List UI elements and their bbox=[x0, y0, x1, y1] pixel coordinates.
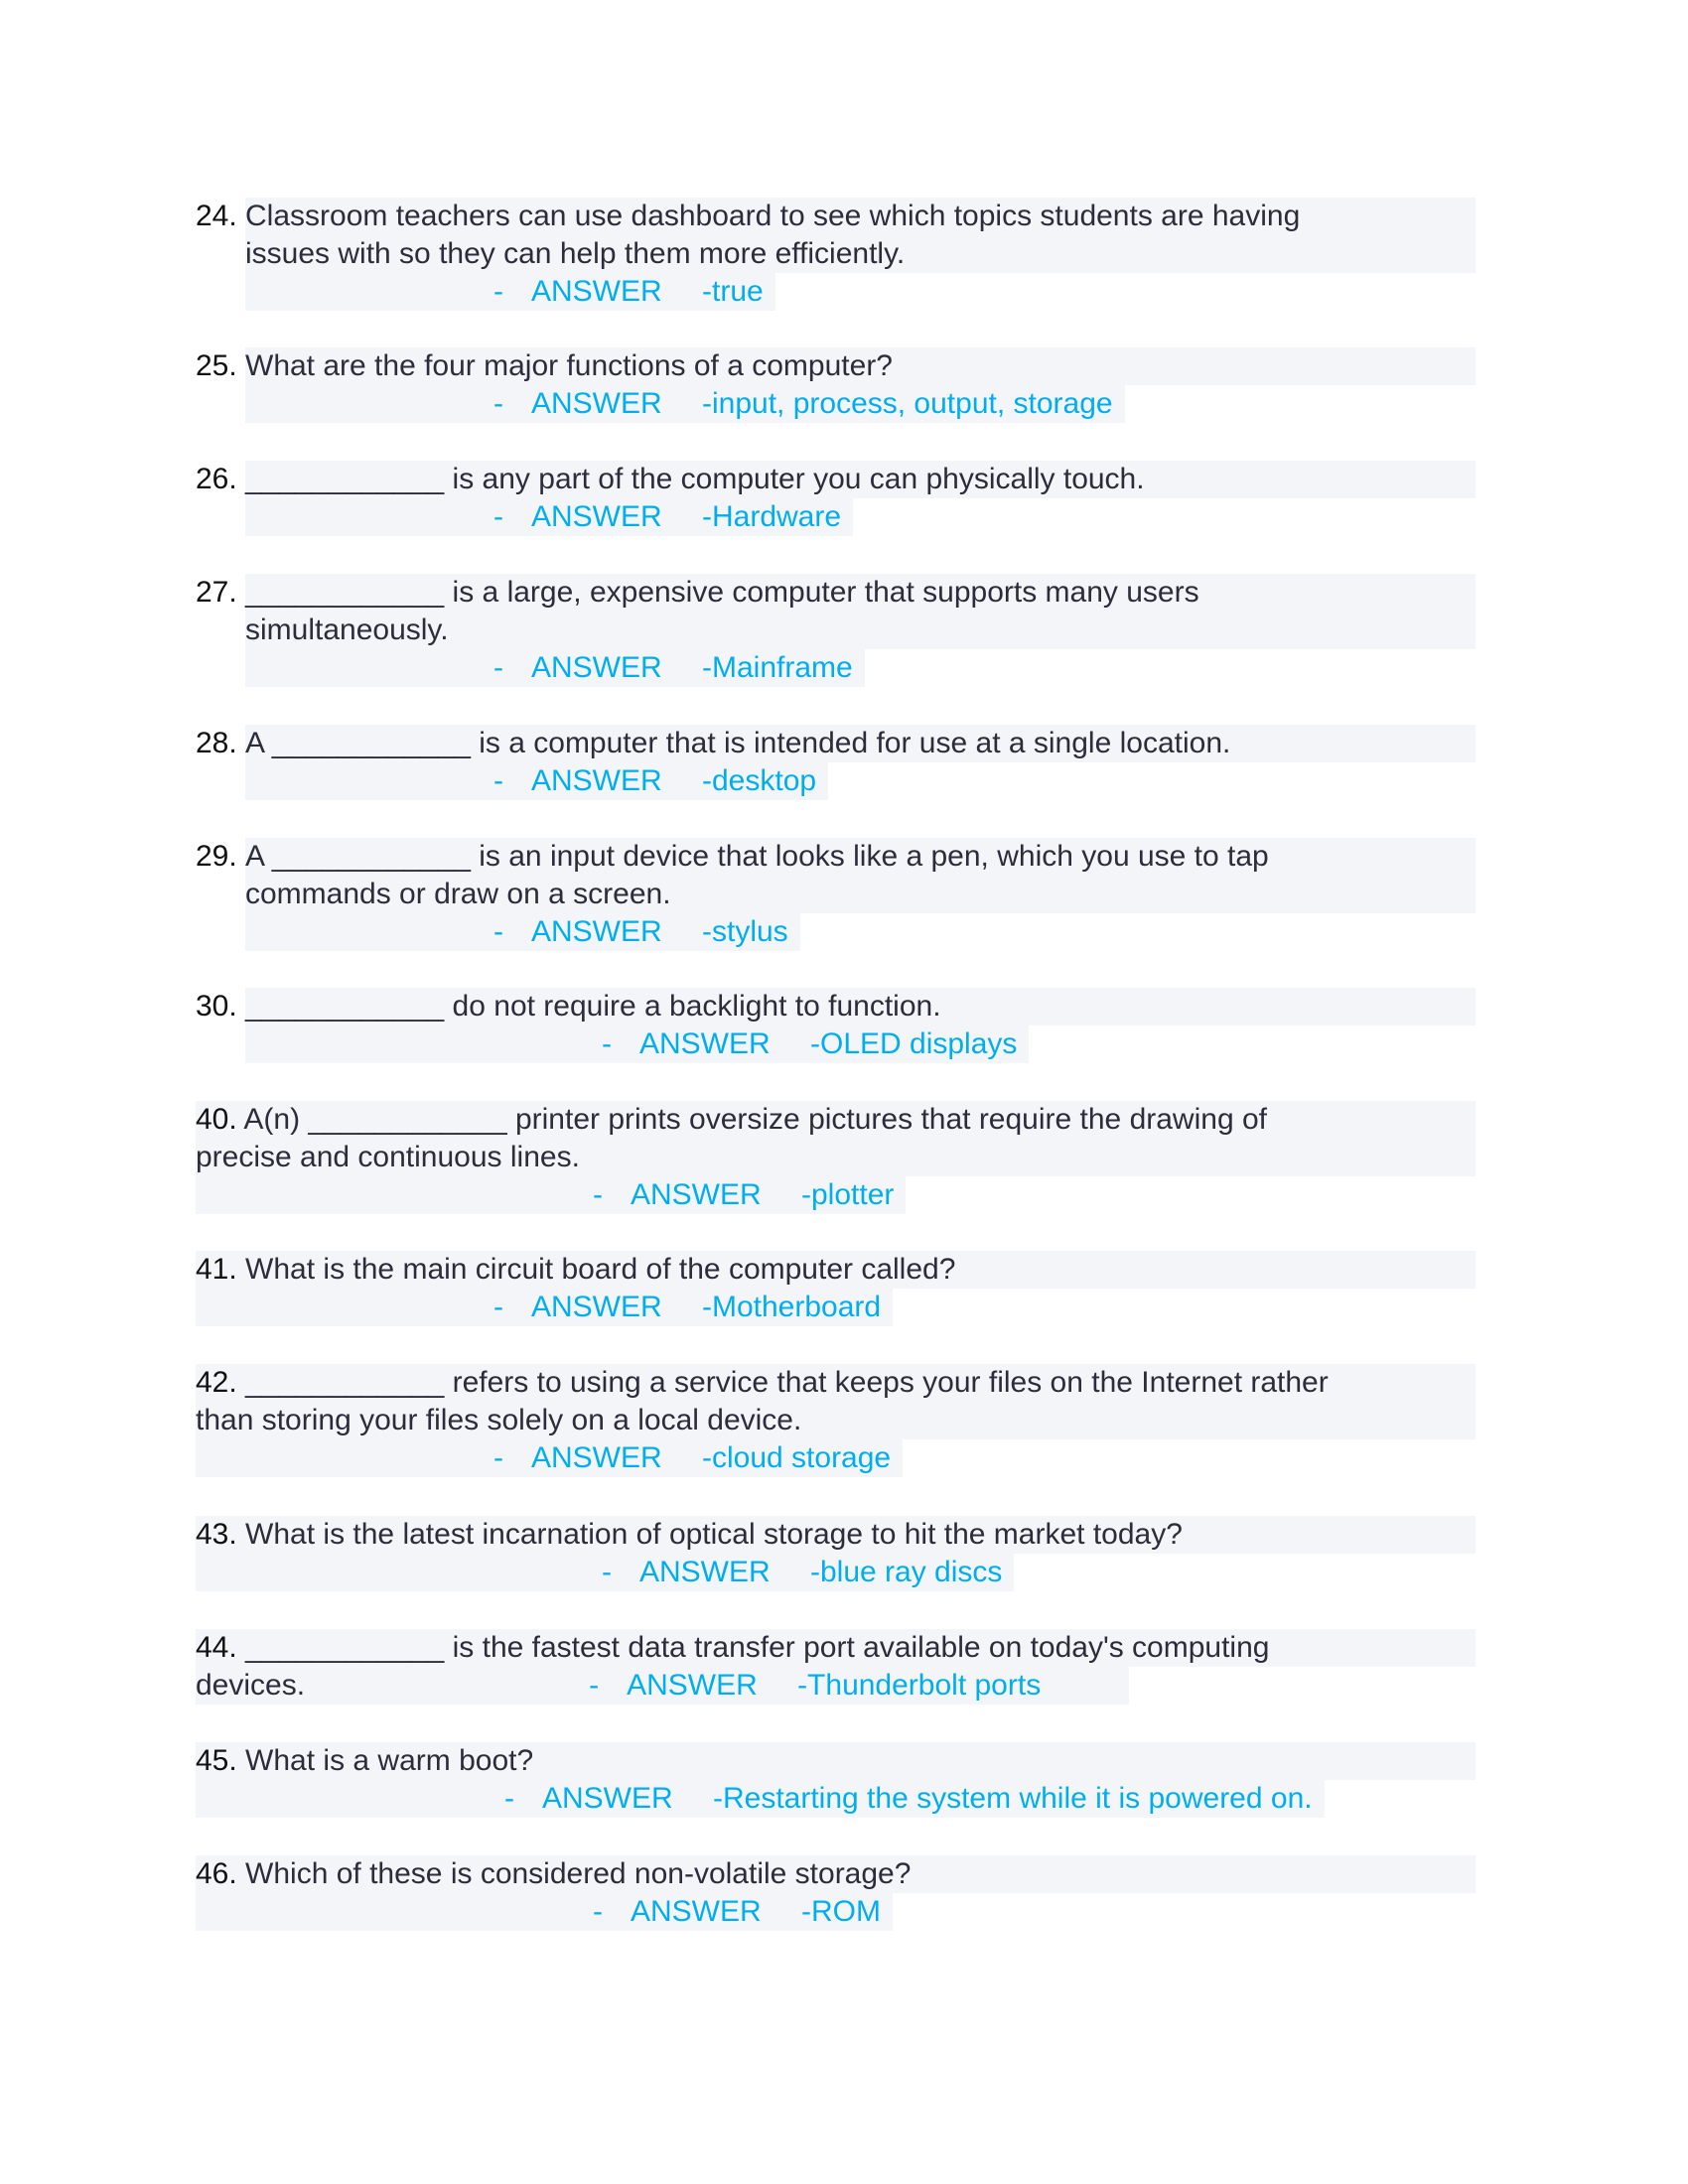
answer-label: ANSWER bbox=[631, 1895, 762, 1928]
question-text: A(n) ____________ printer prints oversize pictures that require the drawing of bbox=[236, 1103, 1267, 1136]
question-text: ____________ refers to using a service that keeps your files on the Internet rather bbox=[236, 1366, 1329, 1399]
answer-text: -desktop bbox=[702, 764, 817, 797]
answer-label: ANSWER bbox=[639, 1556, 771, 1588]
answer-text: -OLED displays bbox=[810, 1027, 1018, 1060]
question-text: ____________ is a large, expensive computer that supports many users bbox=[245, 576, 1199, 609]
answer-dash: - bbox=[493, 1441, 503, 1474]
question-line bbox=[245, 612, 1476, 649]
answer-text: -Thunderbolt ports bbox=[797, 1669, 1042, 1702]
answer-line bbox=[245, 913, 800, 951]
question-text: ____________ do not require a backlight to function. bbox=[245, 990, 941, 1023]
question-number: 42. bbox=[196, 1366, 237, 1399]
question-text: What is a warm boot? bbox=[236, 1744, 534, 1777]
question-item bbox=[196, 1101, 1476, 1214]
answer-line bbox=[589, 1667, 1041, 1705]
answer-dash: - bbox=[493, 275, 503, 308]
answer-label: ANSWER bbox=[639, 1027, 771, 1060]
question-text: ____________ is any part of the computer you can physically touch. bbox=[245, 463, 1145, 495]
answer-label: ANSWER bbox=[531, 915, 662, 948]
answer-text: -cloud storage bbox=[702, 1441, 892, 1474]
question-text: What is the main circuit board of the computer called? bbox=[236, 1253, 956, 1286]
question-item bbox=[196, 574, 1476, 687]
answer-label: ANSWER bbox=[631, 1178, 762, 1211]
answer-line bbox=[196, 1893, 893, 1931]
answer-dash: - bbox=[602, 1027, 612, 1060]
question-number: 43. bbox=[196, 1518, 237, 1551]
answer-line bbox=[196, 1439, 903, 1477]
question-text: What are the four major functions of a computer? bbox=[245, 349, 893, 382]
question-item bbox=[196, 1251, 1476, 1326]
question-number: 27. bbox=[196, 576, 237, 609]
question-line bbox=[196, 838, 1476, 876]
question-text: simultaneously. bbox=[245, 614, 449, 646]
question-line bbox=[196, 1855, 1476, 1893]
question-number: 46. bbox=[196, 1857, 237, 1890]
question-line bbox=[196, 347, 1476, 385]
question-line bbox=[196, 1667, 1129, 1705]
answer-label: ANSWER bbox=[531, 387, 662, 420]
question-item bbox=[196, 198, 1476, 311]
question-text: A ____________ is an input device that looks like a pen, which you use to tap bbox=[245, 840, 1269, 873]
answer-text: -Hardware bbox=[702, 500, 842, 533]
answer-label: ANSWER bbox=[531, 1441, 662, 1474]
answer-dash: - bbox=[493, 500, 503, 533]
question-number: 30. bbox=[196, 990, 237, 1023]
question-line bbox=[196, 461, 1476, 498]
answer-line bbox=[245, 273, 775, 311]
question-line bbox=[196, 1139, 1476, 1176]
answer-text: -input, process, output, storage bbox=[702, 387, 1113, 420]
answer-dash: - bbox=[493, 1291, 503, 1323]
question-text: ____________ is the fastest data transfer port available on today's computing bbox=[236, 1631, 1270, 1664]
question-item bbox=[196, 461, 1476, 536]
question-number: 24. bbox=[196, 200, 237, 232]
answer-label: ANSWER bbox=[531, 500, 662, 533]
question-line bbox=[196, 574, 1476, 612]
answer-label: ANSWER bbox=[531, 275, 662, 308]
question-number: 26. bbox=[196, 463, 237, 495]
question-line bbox=[196, 1364, 1476, 1402]
answer-line bbox=[196, 1289, 893, 1326]
question-item bbox=[196, 1364, 1476, 1477]
question-item bbox=[196, 1629, 1476, 1705]
question-line bbox=[245, 876, 1476, 913]
question-item bbox=[196, 838, 1476, 951]
answer-label: ANSWER bbox=[531, 764, 662, 797]
answer-dash: - bbox=[593, 1178, 603, 1211]
question-number: 41. bbox=[196, 1253, 237, 1286]
answer-dash: - bbox=[602, 1556, 612, 1588]
answer-label: ANSWER bbox=[531, 1291, 662, 1323]
question-text: What is the latest incarnation of optical storage to hit the market today? bbox=[236, 1518, 1183, 1551]
question-line bbox=[196, 1742, 1476, 1780]
answer-dash: - bbox=[593, 1895, 603, 1928]
answer-dash: - bbox=[493, 651, 503, 684]
answer-dash: - bbox=[504, 1782, 514, 1815]
question-number: 29. bbox=[196, 840, 237, 873]
question-item bbox=[196, 347, 1476, 423]
answer-dash: - bbox=[493, 915, 503, 948]
question-number: 25. bbox=[196, 349, 237, 382]
question-line bbox=[196, 1101, 1476, 1139]
answer-text: -ROM bbox=[801, 1895, 881, 1928]
question-number: 28. bbox=[196, 727, 237, 759]
answer-line bbox=[196, 1554, 1014, 1591]
answer-text: -Restarting the system while it is powered on. bbox=[713, 1782, 1313, 1815]
answer-text: -Motherboard bbox=[702, 1291, 882, 1323]
question-item bbox=[196, 1855, 1476, 1931]
answer-dash: - bbox=[589, 1669, 600, 1702]
answer-label: ANSWER bbox=[627, 1669, 758, 1702]
question-line bbox=[196, 988, 1476, 1025]
answer-dash: - bbox=[493, 387, 503, 420]
question-text: Which of these is considered non-volatile storage? bbox=[236, 1857, 912, 1890]
question-text: precise and continuous lines. bbox=[196, 1141, 580, 1173]
question-number: 45. bbox=[196, 1744, 237, 1777]
answer-dash: - bbox=[493, 764, 503, 797]
answer-line bbox=[196, 1780, 1325, 1818]
answer-line bbox=[245, 649, 865, 687]
question-text: commands or draw on a screen. bbox=[245, 878, 671, 910]
question-item bbox=[196, 1516, 1476, 1591]
question-text: A ____________ is a computer that is intended for use at a single location. bbox=[245, 727, 1231, 759]
question-item bbox=[196, 1742, 1476, 1818]
question-text: than storing your files solely on a local device. bbox=[196, 1404, 802, 1436]
question-line bbox=[245, 235, 1476, 273]
question-number: 40. bbox=[196, 1103, 237, 1136]
question-number: 44. bbox=[196, 1631, 237, 1664]
question-text: issues with so they can help them more efficiently. bbox=[245, 237, 906, 270]
question-line bbox=[196, 725, 1476, 762]
question-text: Classroom teachers can use dashboard to see which topics students are having bbox=[245, 200, 1301, 232]
question-item bbox=[196, 725, 1476, 800]
question-line bbox=[196, 1629, 1476, 1667]
answer-label: ANSWER bbox=[542, 1782, 673, 1815]
question-line bbox=[196, 1402, 1476, 1439]
answer-label: ANSWER bbox=[531, 651, 662, 684]
answer-line bbox=[245, 385, 1125, 423]
question-text: devices. bbox=[196, 1669, 306, 1702]
answer-text: -Mainframe bbox=[702, 651, 853, 684]
question-line bbox=[196, 198, 1476, 235]
answer-text: -stylus bbox=[702, 915, 788, 948]
question-line bbox=[196, 1516, 1476, 1554]
answer-text: -plotter bbox=[801, 1178, 895, 1211]
answer-text: -true bbox=[702, 275, 764, 308]
answer-text: -blue ray discs bbox=[810, 1556, 1003, 1588]
answer-line bbox=[245, 762, 828, 800]
question-line bbox=[196, 1251, 1476, 1289]
answer-line bbox=[245, 1025, 1029, 1063]
answer-line bbox=[196, 1176, 906, 1214]
question-item bbox=[196, 988, 1476, 1063]
answer-line bbox=[245, 498, 853, 536]
